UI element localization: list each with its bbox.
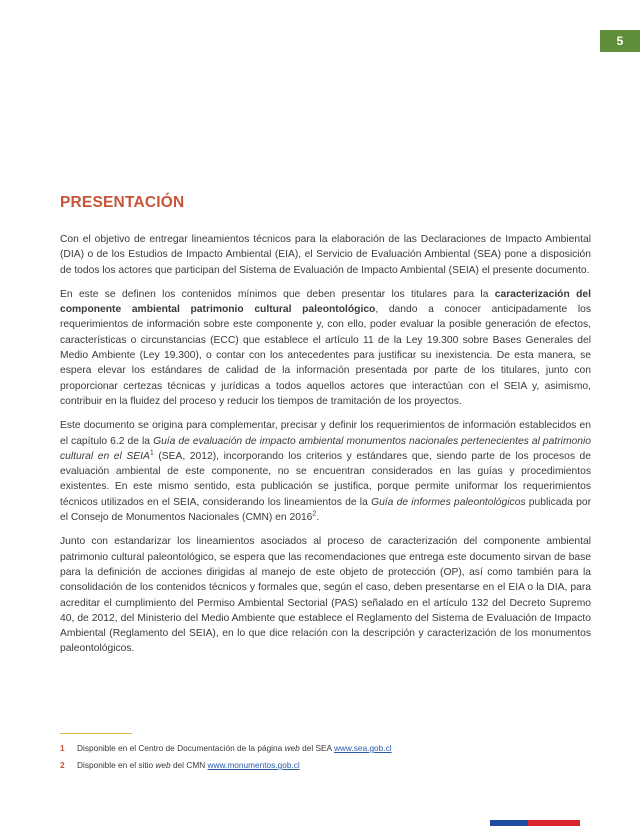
paragraph-2: En este se definen los contenidos mínimos que deben presentar los titulares para la caracterización del componente ambiental patrimonio cultural paleontológico, dando a conocer anticipadamente los requerimientos de información sobre este componente y, con ello, poder evaluar la posible generación de efectos, características o circunstancias (ECC) que establece el artículo 11 de la Ley 19.300 sobre Bases Generales del Medio Ambiente (Ley 19.300), o contar con los antecedentes para justificar su inexistencia. De esta manera, se espera elevar los estándares de calidad de la información presentada por parte de los titulares, junto con proporcionar certezas técnicas y jurídicas a todos aquellos actores que interactúan con el SEIA y, asimismo, contribuir en la fluidez del proceso y reducir los tiempos de tramitación de los proyectos. — [60, 288, 591, 407]
paragraph-3: Este documento se origina para complementar, precisar y definir los requerimientos de información establecidos en el capítulo 6.2 de la Guía de evaluación de impacto ambiental monumentos nacionales pertenecientes al patrimonio cultural en el SEIA$^1$ (SEA, 2012), incorporando los criterios y estándares que, siendo parte de los procesos de evaluación ambiental de este componente, no se encuentran considerados en las guías y procedimientos existentes. En este mismo sentido, esta publicación se justifica, porque permite uniformar los requerimientos técnicos utilizados en el SEIA, considerando los lineamientos de la Guía de informes paleontológicos publicada por el Consejo de Monumentos Nacionales (CMN) en 2016$^2$. — [60, 420, 592, 524]
footnote-2: 2 Disponible en el sitio web del CMN www.monumentos.gob.cl — [60, 760, 300, 770]
footnote-ref-2[interactable]: 2 — [312, 510, 317, 518]
sea-link[interactable]: www.sea.gob.cl — [333, 743, 392, 753]
cmn-link[interactable]: www.monumentos.gob.cl — [207, 760, 300, 770]
footnote-number: 2 — [60, 760, 65, 770]
paragraph-4: Junto con estandarizar los lineamientos asociados al proceso de caracterización del componente ambiental patrimonio cultural paleontológico, se espera que las recomendaciones que entrega este documento sirvan de base para la definición de acciones dirigidas al manejo de este objeto de protección (OP), así como también para la consolidación de los contenidos técnicos y formales que, según el caso, deben presentarse en el EIA o la DIA, para acreditar el cumplimiento del Permiso Ambiental Sectorial (PAS) señalado en el artículo 132 del Decreto Supremo 40, de 2012, del Ministerio del Medio Ambiente que establece el Reglamento del Sistema de Evaluación de Impacto Ambiental (Reglamento del SEIA), en lo que dice relación con la descripción y caracterización de los monumentos paleontológicos. — [60, 536, 591, 655]
body-text — [60, 232, 591, 666]
footnote-ref-1[interactable]: 1 — [149, 449, 154, 457]
paragraph-1: Con el objetivo de entregar lineamientos técnicos para la elaboración de las Declaraciones de Impacto Ambiental (DIA) o de los Estudios de Impacto Ambiental (EIA), el Servicio de Evaluación Ambiental (SEA) pone a disposición de todos los actores que participan del Sistema de Evaluación de Impacto Ambiental (SEIA) el presente documento. — [60, 234, 591, 276]
guide-informes-italic: Guía de informes paleontológicos — [371, 496, 526, 508]
guide-title-italic: Guía de evaluación de impacto ambiental monumentos nacionales pertenecientes al patrimonio cultural en el SEIA — [60, 435, 591, 462]
footnotes — [60, 742, 591, 776]
footnote-separator — [60, 733, 132, 734]
footnote-number: 1 — [60, 743, 65, 753]
section-title: PRESENTACIÓN — [60, 194, 185, 211]
page-number-badge: 5 — [600, 30, 640, 52]
footnote-1: 1 Disponible en el Centro de Documentación de la página web del SEA www.sea.gob.cl — [60, 743, 392, 753]
flag-blue-segment — [490, 820, 528, 826]
flag-stripe — [490, 820, 580, 826]
flag-red-segment — [528, 820, 580, 826]
bold-phrase: caracterización del componente ambiental patrimonio cultural paleontológico — [60, 288, 591, 316]
